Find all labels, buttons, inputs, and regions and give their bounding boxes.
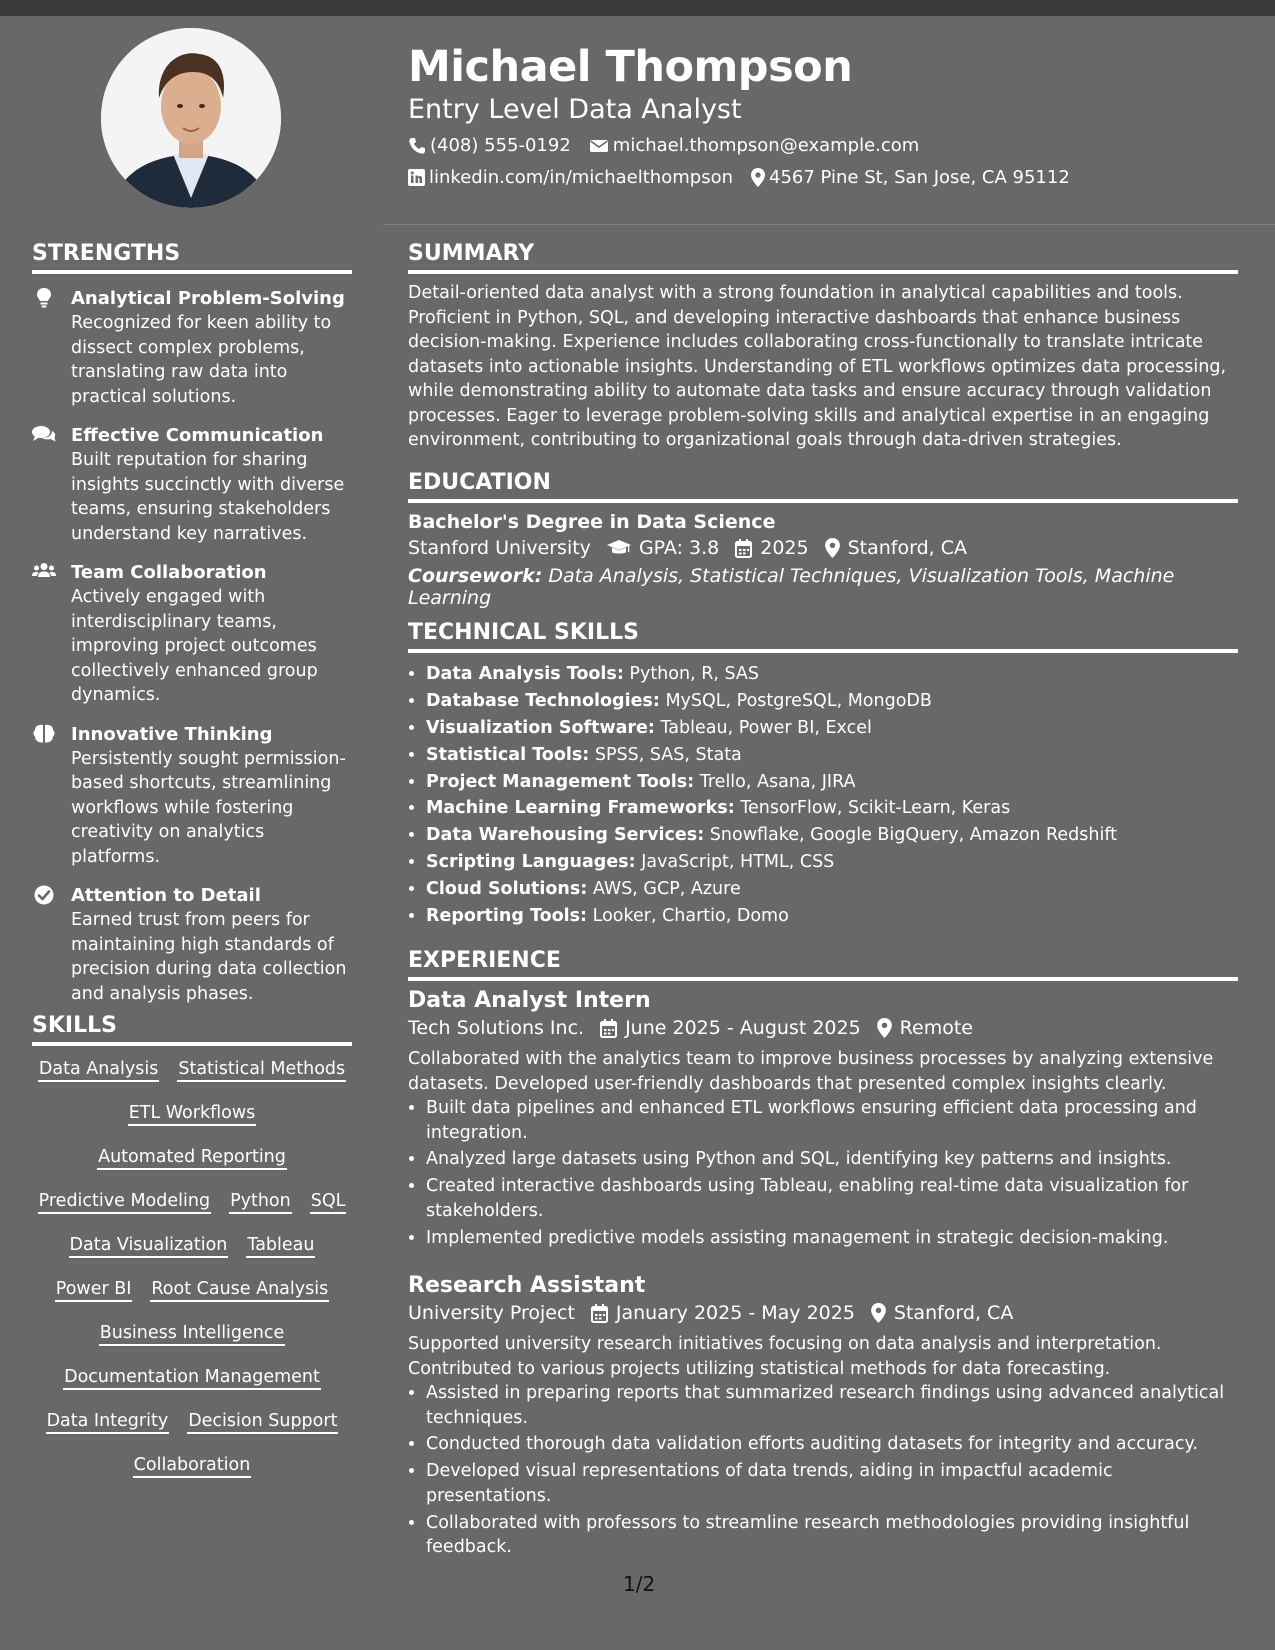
education-heading: EDUCATION xyxy=(408,470,1238,503)
education-block xyxy=(408,511,1238,609)
check-circle-icon xyxy=(32,885,56,905)
contact-row-1 xyxy=(408,135,937,156)
candidate-role: Entry Level Data Analyst xyxy=(408,94,742,125)
skill-row xyxy=(32,1102,352,1126)
job-entry xyxy=(408,988,1238,1253)
technical-skills-list xyxy=(408,662,1238,931)
job-meta xyxy=(408,1302,1238,1324)
skill-chip: Predictive Modeling xyxy=(38,1190,211,1214)
strengths-heading: STRENGTHS xyxy=(32,241,352,274)
skill-chip: Documentation Management xyxy=(63,1366,321,1390)
phone-text: (408) 555-0192 xyxy=(430,135,571,156)
list-item: • Conducted thorough data validation efforts auditing datasets for integrity and accuracy. xyxy=(426,1432,1238,1457)
strength-title: Innovative Thinking xyxy=(71,723,273,745)
skills-heading: SKILLS xyxy=(32,1013,352,1046)
job-dates: June 2025 - August 2025 xyxy=(600,1017,861,1039)
skill-row xyxy=(32,1190,352,1214)
list-item: • Assisted in preparing reports that summarized research findings using advanced analytical techniques. xyxy=(426,1381,1238,1430)
education-meta xyxy=(408,537,1238,559)
users-icon xyxy=(32,562,56,582)
company-name: University Project xyxy=(408,1302,575,1324)
skill-chip: SQL xyxy=(310,1190,347,1214)
list-item: • Project Management Tools: Trello, Asana, JIRA xyxy=(426,770,1238,795)
strength-desc: Persistently sought permission-based shortcuts, streamlining workflows while fostering creativity on analytics platforms. xyxy=(71,748,346,867)
email-icon xyxy=(589,138,609,154)
lightbulb-icon xyxy=(32,288,56,308)
experience-heading: EXPERIENCE xyxy=(408,948,1238,981)
skill-chip: ETL Workflows xyxy=(128,1102,257,1126)
list-item: • Database Technologies: MySQL, PostgreSQL, MongoDB xyxy=(426,689,1238,714)
coursework-label: Coursework: xyxy=(408,565,543,587)
calendar-icon xyxy=(600,1019,617,1038)
skill-chip: Data Visualization xyxy=(69,1234,229,1258)
linkedin-icon xyxy=(408,169,425,186)
skill-chip: Business Intelligence xyxy=(99,1322,286,1346)
company-name: Tech Solutions Inc. xyxy=(408,1017,585,1039)
comments-icon xyxy=(32,425,56,445)
education-location-text: Stanford, CA xyxy=(847,537,967,559)
page-number: 1/2 xyxy=(623,1572,656,1596)
summary-text: Detail-oriented data analyst with a strong foundation in analytical capabilities and tools. Proficient in Python, SQL, and developing interactive dashboards that enhance business decision-making. Experience includes collaborating cross-functionally to translate intricate datasets into actionable insights. Understanding of ETL workflows optimizes data processing, while demonstrating ability to automate data tasks and ensure accuracy through validation processes. Eager to leverage problem-solving skills and analytical expertise in an engaging environment, contributing to organizational goals through data-driven strategies. xyxy=(408,283,1227,450)
candidate-name: Michael Thompson xyxy=(408,42,853,92)
skill-chip: Data Integrity xyxy=(46,1410,170,1434)
phone-icon xyxy=(408,137,426,155)
gpa-item xyxy=(607,537,719,559)
job-location: Remote xyxy=(877,1017,973,1039)
coursework xyxy=(408,565,1238,609)
skill-row xyxy=(32,1322,352,1346)
strength-item xyxy=(32,560,352,708)
strength-desc: Actively engaged with interdisciplinary teams, improving project outcomes collectively enhanced group dynamics. xyxy=(71,587,318,705)
phone-item[interactable] xyxy=(408,135,571,156)
skill-chip: Python xyxy=(229,1190,292,1214)
skill-chip: Tableau xyxy=(246,1234,315,1258)
strength-item xyxy=(32,423,352,546)
strengths-list xyxy=(32,286,352,1020)
coursework-text: Data Analysis, Statistical Techniques, Visualization Tools, Machine Learning xyxy=(408,565,1175,609)
email-text: michael.thompson@example.com xyxy=(612,135,920,156)
linkedin-item[interactable] xyxy=(408,167,733,188)
contact-row-2 xyxy=(408,167,1088,188)
skill-row xyxy=(32,1454,352,1478)
list-item: • Cloud Solutions: AWS, GCP, Azure xyxy=(426,877,1238,902)
address-item xyxy=(751,167,1070,188)
list-item: • Analyzed large datasets using Python and SQL, identifying key patterns and insights. xyxy=(426,1147,1238,1172)
technical-skills-heading: TECHNICAL SKILLS xyxy=(408,620,1238,653)
education-location xyxy=(825,537,967,559)
profile-photo xyxy=(101,28,281,208)
skill-chip: Collaboration xyxy=(133,1454,252,1478)
list-item: • Data Warehousing Services: Snowflake, Google BigQuery, Amazon Redshift xyxy=(426,823,1238,848)
list-item: • Implemented predictive models assisting management in strategic decision-making. xyxy=(426,1226,1238,1251)
strength-item xyxy=(32,286,352,409)
calendar-icon xyxy=(735,539,752,558)
year-text: 2025 xyxy=(760,537,809,559)
brain-icon xyxy=(32,724,56,744)
strength-desc: Built reputation for sharing insights succinctly with diverse teams, ensuring stakeholders understand key narratives. xyxy=(71,450,345,544)
linkedin-text: linkedin.com/in/michaelthompson xyxy=(429,167,733,188)
job-meta xyxy=(408,1017,1238,1039)
top-bar xyxy=(0,0,1275,16)
location-pin-icon xyxy=(825,538,840,558)
skill-chip: Decision Support xyxy=(187,1410,338,1434)
skills-list xyxy=(32,1058,352,1498)
skill-chip: Power BI xyxy=(55,1278,133,1302)
graduation-cap-icon xyxy=(607,539,631,557)
list-item: • Scripting Languages: JavaScript, HTML, CSS xyxy=(426,850,1238,875)
list-item: • Statistical Tools: SPSS, SAS, Stata xyxy=(426,743,1238,768)
job-dates: January 2025 - May 2025 xyxy=(591,1302,855,1324)
job-summary: Supported university research initiatives focusing on data analysis and interpretation. Contributed to various projects utilizing statistical methods for data forecasting. xyxy=(408,1334,1162,1379)
gpa-text: GPA: 3.8 xyxy=(638,537,720,559)
list-item: • Collaborated with professors to streamline research methodologies providing insightful feedback. xyxy=(426,1511,1238,1560)
list-item: • Machine Learning Frameworks: TensorFlow, Scikit-Learn, Keras xyxy=(426,796,1238,821)
job-location: Stanford, CA xyxy=(871,1302,1013,1324)
strength-desc: Recognized for keen ability to dissect complex problems, translating raw data into practical solutions. xyxy=(71,313,332,407)
address-text: 4567 Pine St, San Jose, CA 95112 xyxy=(769,167,1070,188)
strength-item xyxy=(32,722,352,870)
list-item: • Reporting Tools: Looker, Chartio, Domo xyxy=(426,904,1238,929)
location-pin-icon xyxy=(871,1303,886,1323)
list-item: • Developed visual representations of data trends, aiding in impactful academic presentations. xyxy=(426,1459,1238,1508)
job-title: Research Assistant xyxy=(408,1273,646,1298)
list-item: • Visualization Software: Tableau, Power BI, Excel xyxy=(426,716,1238,741)
year-item xyxy=(735,537,808,559)
skill-chip: Automated Reporting xyxy=(97,1146,287,1170)
skill-row xyxy=(32,1410,352,1434)
skill-row xyxy=(32,1234,352,1258)
location-pin-icon xyxy=(877,1018,892,1038)
strength-desc: Earned trust from peers for maintaining high standards of precision during data collection and analysis phases. xyxy=(71,910,347,1004)
location-pin-icon xyxy=(751,168,765,187)
summary-heading: SUMMARY xyxy=(408,241,1238,274)
header-divider xyxy=(383,224,1275,225)
strength-item xyxy=(32,883,352,1006)
job-summary: Collaborated with the analytics team to improve business processes by analyzing extensive datasets. Developed user-friendly dashboards that presented complex insights clearly. xyxy=(408,1049,1214,1094)
job-title: Data Analyst Intern xyxy=(408,988,651,1013)
degree-title: Bachelor's Degree in Data Science xyxy=(408,511,776,533)
skill-chip: Data Analysis xyxy=(38,1058,159,1082)
strength-title: Attention to Detail xyxy=(71,885,261,906)
calendar-icon xyxy=(591,1304,608,1323)
skill-chip: Root Cause Analysis xyxy=(150,1278,329,1302)
skill-row xyxy=(32,1366,352,1390)
skill-row xyxy=(32,1146,352,1170)
strength-title: Effective Communication xyxy=(71,425,324,446)
job-entry xyxy=(408,1273,1238,1562)
list-item: • Created interactive dashboards using Tableau, enabling real-time data visualization for stakeholders. xyxy=(426,1174,1238,1223)
list-item: • Data Analysis Tools: Python, R, SAS xyxy=(426,662,1238,687)
skill-row xyxy=(32,1058,352,1082)
strength-title: Analytical Problem-Solving xyxy=(71,288,345,309)
email-item[interactable] xyxy=(589,135,920,156)
school-name: Stanford University xyxy=(408,537,591,559)
list-item: • Built data pipelines and enhanced ETL workflows ensuring efficient data processing and integration. xyxy=(426,1096,1238,1145)
strength-title: Team Collaboration xyxy=(71,562,267,583)
skill-row xyxy=(32,1278,352,1302)
skill-chip: Statistical Methods xyxy=(177,1058,346,1082)
